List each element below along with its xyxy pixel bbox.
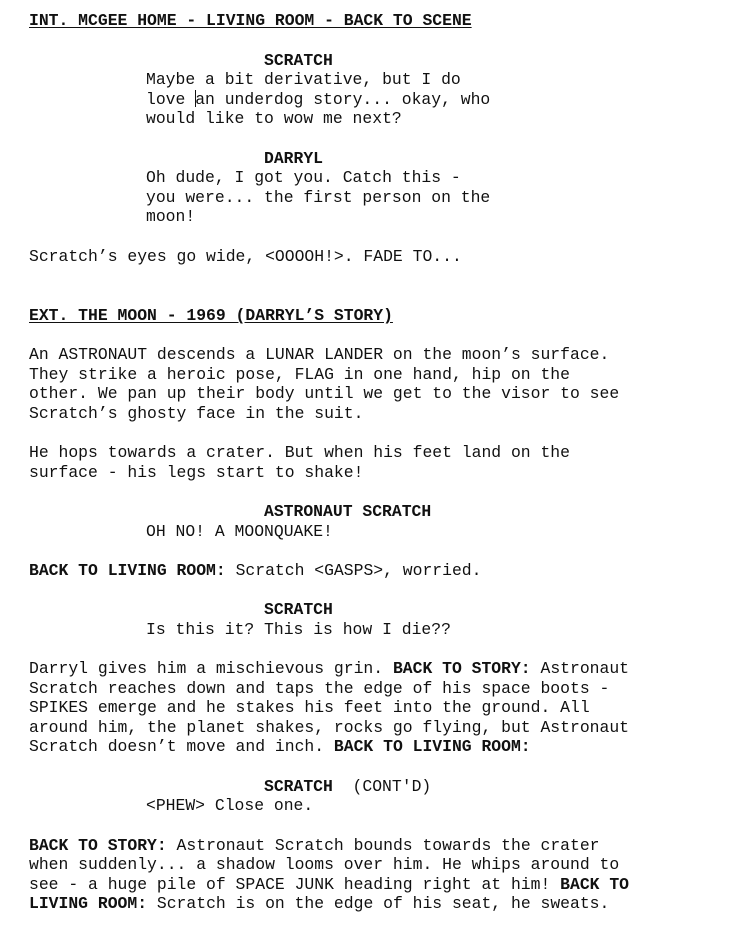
character-extension: (CONT'D) <box>352 777 432 796</box>
dialogue-line: Oh dude, I got you. Catch this - <box>146 168 461 187</box>
transition-text: BACK TO STORY: <box>392 659 531 678</box>
action-line <box>29 875 629 895</box>
action-line: Scratch reaches down and taps the edge of his space boots - <box>29 679 610 698</box>
action-line: SPIKES emerge and he stakes his feet into the ground. All <box>29 698 590 717</box>
action-line: surface - his legs start to shake! <box>29 463 364 482</box>
action-text: Darryl gives him a mischievous grin. <box>29 659 393 678</box>
action-line: An ASTRONAUT descends a LUNAR LANDER on the moon’s surface. <box>29 345 610 364</box>
character-name-scratch: SCRATCH <box>264 51 333 70</box>
action-line: They strike a heroic pose, FLAG in one hand, hip on the <box>29 365 570 384</box>
action-line <box>29 737 531 757</box>
dialogue-line: Maybe a bit derivative, but I do <box>146 70 461 89</box>
dialogue-line: Is this it? This is how I die?? <box>146 620 451 639</box>
character-name-darryl: DARRYL <box>264 149 324 168</box>
dialogue-line: OH NO! A MOONQUAKE! <box>146 522 333 541</box>
transition-text: BACK TO STORY: <box>29 836 167 855</box>
action-line: Scratch’s ghosty face in the suit. <box>29 404 364 423</box>
dialogue-line: you were... the first person on the <box>146 188 491 207</box>
action-text: Astronaut <box>530 659 630 678</box>
transition-text: LIVING ROOM: <box>29 894 148 913</box>
transition-text: BACK TO LIVING ROOM: <box>333 737 531 756</box>
action-line <box>29 561 481 581</box>
action-line <box>29 659 629 679</box>
dialogue-line: moon! <box>146 207 196 226</box>
action-line: around him, the planet shakes, rocks go flying, but Astronaut <box>29 718 629 737</box>
transition-text: BACK TO LIVING ROOM: <box>29 561 226 580</box>
action-text: Scratch <GASPS>, worried. <box>225 561 482 580</box>
action-text: Astronaut Scratch bounds towards the crater <box>166 836 600 855</box>
transition-text: BACK TO <box>560 875 630 894</box>
dialogue-line[interactable] <box>146 90 490 110</box>
action-line <box>29 836 600 856</box>
action-text: Scratch doesn’t move and inch. <box>29 737 334 756</box>
dialogue-line: <PHEW> Close one. <box>146 796 314 815</box>
dialogue-text: love <box>146 90 196 109</box>
action-text: see - a huge pile of SPACE JUNK heading right at him! <box>29 875 561 894</box>
action-line <box>29 894 609 914</box>
action-line: He hops towards a crater. But when his feet land on the <box>29 443 570 462</box>
dialogue-text: an underdog story... okay, who <box>195 90 491 109</box>
character-name-text: SCRATCH <box>264 777 333 796</box>
character-name-scratch <box>264 777 431 797</box>
action-line: Scratch’s eyes go wide, <OOOOH!>. FADE TO... <box>29 247 462 266</box>
action-text: Scratch is on the edge of his seat, he sweats. <box>147 894 610 913</box>
scene-heading-living-room: INT. MCGEE HOME - LIVING ROOM - BACK TO SCENE <box>29 11 472 30</box>
action-line: other. We pan up their body until we get to the visor to see <box>29 384 620 403</box>
action-line: when suddenly... a shadow looms over him. He whips around to <box>29 855 620 874</box>
character-name-scratch: SCRATCH <box>264 600 333 619</box>
scene-heading-moon: EXT. THE MOON - 1969 (DARRYL’S STORY) <box>29 306 393 325</box>
dialogue-line: would like to wow me next? <box>146 109 402 128</box>
character-name-astronaut-scratch: ASTRONAUT SCRATCH <box>264 502 432 521</box>
